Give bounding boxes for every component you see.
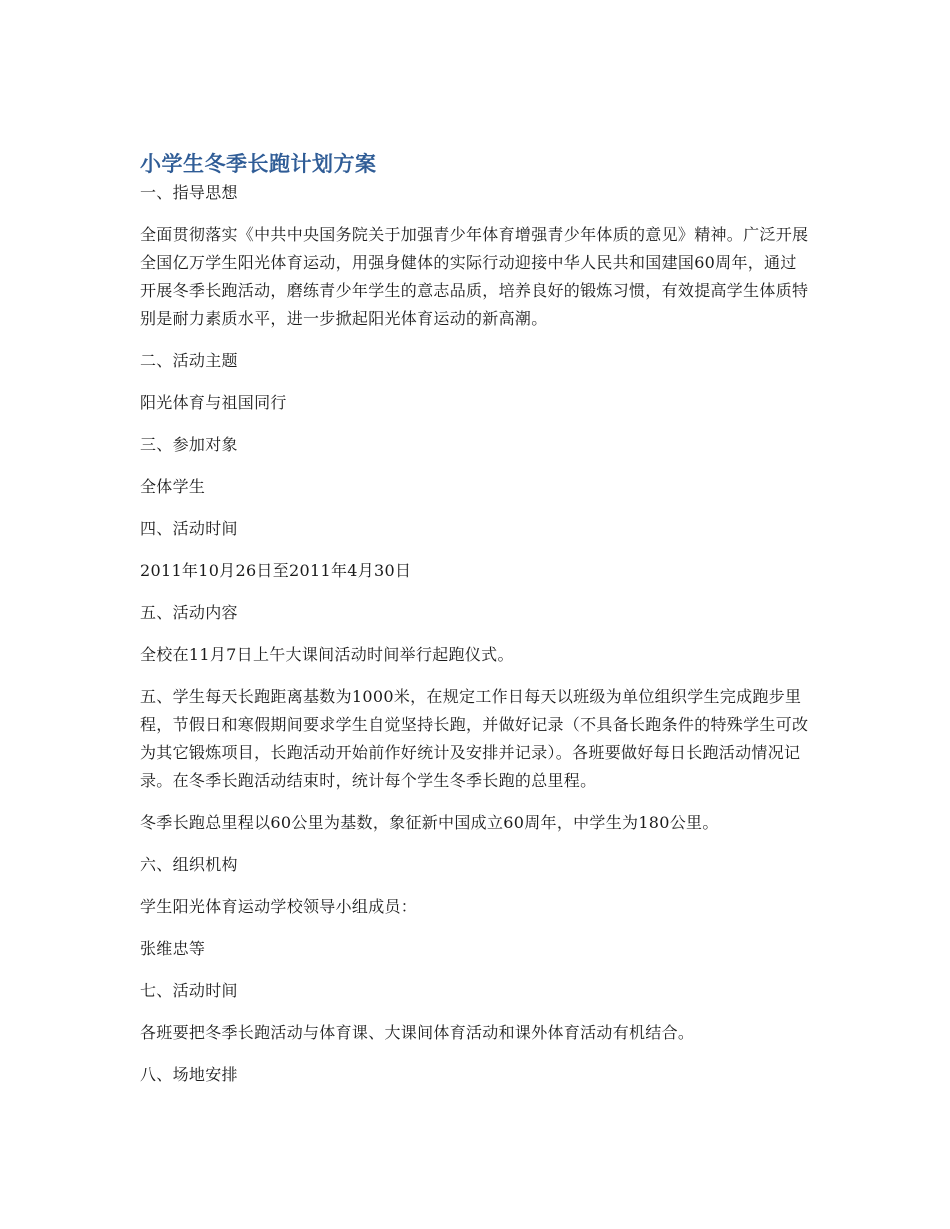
document-title: 小学生冬季长跑计划方案 [140,152,377,176]
section-heading-participants: 三、参加对象 [140,435,238,454]
paragraph-daily-distance: 五、学生每天长跑距离基数为1000米，在规定工作日每天以班级为单位组织学生完成跑步里程，节假日和寒假期间要求学生自觉坚持长跑，并做好记录（不具备长跑条件的特殊学生可改为其它锻炼项目，长跑活动开始前作好统计及安排并记录）。各班要做好每日长跑活动情况记录。在冬季长跑活动结束时，统计每个学生冬季长跑的总里程。 [140,687,809,790]
document-page [140,148,810,1103]
paragraph-time: 2011年10月26日至2011年4月30日 [140,561,412,580]
paragraph-opening-ceremony: 全校在11月7日上午大课间活动时间举行起跑仪式。 [140,645,514,664]
paragraph-participants: 全体学生 [140,477,206,496]
section-heading-organization: 六、组织机构 [140,855,238,874]
section-heading-activity-time: 七、活动时间 [140,981,238,1000]
paragraph-theme: 阳光体育与祖国同行 [140,393,287,412]
section-heading-guiding-ideology: 一、指导思想 [140,183,238,202]
paragraph-members: 张维忠等 [140,939,206,958]
section-heading-content: 五、活动内容 [140,603,238,622]
paragraph-integration: 各班要把冬季长跑活动与体育课、大课间体育活动和课外体育活动有机结合。 [140,1023,695,1042]
paragraph-leadership-group: 学生阳光体育运动学校领导小组成员： [140,897,418,916]
paragraph-guiding-ideology: 全面贯彻落实《中共中央国务院关于加强青少年体育增强青少年体质的意见》精神。广泛开展全国亿万学生阳光体育运动，用强身健体的实际行动迎接中华人民共和国建国60周年，通过开展冬季长跑活动，磨练青少年学生的意志品质，培养良好的锻炼习惯，有效提高学生体质特别是耐力素质水平，进一步掀起阳光体育运动的新高潮。 [140,225,809,328]
section-heading-theme: 二、活动主题 [140,351,238,370]
section-heading-time: 四、活动时间 [140,519,238,538]
section-heading-venue: 八、场地安排 [140,1065,238,1084]
paragraph-total-distance: 冬季长跑总里程以60公里为基数，象征新中国成立60周年，中学生为180公里。 [140,813,719,832]
